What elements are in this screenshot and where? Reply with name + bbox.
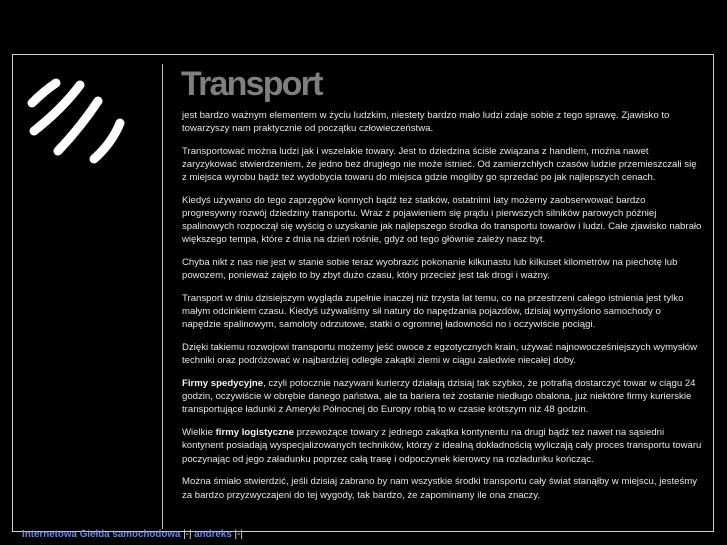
- paragraph-text: Można śmiało stwierdzić, jeśli dzisiaj zabrano by nam wszystkie środki transportu cały świat stanąłby w miejscu, jesteśmy za bardzo przyzwyczajeni do tej wygody, tak bardzo, że zapominamy ile ona znaczy.: [182, 476, 698, 501]
- article-paragraph: [182, 256, 702, 282]
- paragraph-text: Chyba nikt z nas nie jest w stanie sobie teraz wyobrazić pokonanie kilkunastu lub kilkuset kilometrów na piechotę lub powozem, ponieważ zajęło to by zbyt dużo czasu, który przecież jest tak drogi i ważny.: [182, 257, 678, 282]
- article-paragraph: [182, 341, 702, 367]
- footer-separator: |-|: [231, 529, 243, 540]
- paragraph-text: przewożące towary z jednego zakątka kontynentu na drugi bądź też nawet na sąsiedni kontynent posiadają wyspecjalizowanych techników, którzy z idealną dokładnością wyliczają cały proces transportu towaru poczynając od jego załadunku poprzez całą trasę i odpoczynek kierowcy na rozładunku kończąc.: [182, 427, 702, 465]
- article-body: [182, 109, 702, 511]
- emphasis-text: Firmy spedycyjne: [182, 378, 264, 390]
- article-paragraph: [182, 426, 702, 465]
- emphasis-text: firmy logistyczne: [215, 427, 294, 439]
- article-paragraph: [182, 145, 702, 184]
- article-paragraph: [182, 475, 702, 501]
- paragraph-text: Transport w dniu dzisiejszym wygląda zupełnie inaczej niż trzysta lat temu, co na przestrzeni całego istnienia jest tylko małym odcinkiem czasu. Kiedyś używaliśmy sił natury do napędzania pojazdów, dzisiaj wymyślono samochody o napędzie spalinowym, samoloty odrzutowe, statki o ogromnej ładowności no i oczywiście pociągi.: [182, 293, 684, 331]
- footer-link-gielda[interactable]: Internetowa Giełda samochodowa: [22, 529, 181, 540]
- article-paragraph: [182, 194, 702, 246]
- page-title: Transport: [181, 65, 322, 103]
- article-paragraph: [182, 377, 702, 416]
- footer-link-andreks[interactable]: andreks: [194, 529, 232, 540]
- paragraph-text: jest bardzo ważnym elementem w życiu ludzkim, niestety bardzo mało ludzi zdaje sobie z tego sprawę. Zjawisko to towarzyszy nam praktycznie od początku człowieczeństwa.: [182, 110, 670, 135]
- article-paragraph: [182, 109, 702, 135]
- paragraph-text: Wielkie: [182, 427, 216, 439]
- paragraph-text: Transportować można ludzi jak i wszelakie towary. Jest to dziedzina ściśle związana z handlem, można nawet zaryzykować stwierdzeniem, że jedno bez drugiego nie może istnieć. Od zamierzchłych czasów ludzie przemieszczali się z miejsca wyrobu bądź też wydobycia towaru do miejsca gdzie mogliby go sprzedać po jak najlepszych cenach.: [182, 145, 697, 184]
- article-paragraph: [182, 292, 702, 331]
- footer-separator: |-|: [180, 529, 195, 540]
- paragraph-text: Kiedyś używano do tego zaprzęgów konnych bądź też statków, ostatnimi laty możemy zaobserwować bardzo progresywny rozwój dziedziny transportu. Wraz z pojawieniem się prądu i pierwszych silników parowych później spalinowych rozpoczął się wyścig o uzyskanie jak najlepszego środka do transportu towarów i ludzi. Całe zjawisko nabrało większego tempa, które z dnia na dzień rośnie, gdyż od tego głównie zależy nasz byt.: [182, 195, 702, 246]
- vertical-divider: [162, 64, 163, 529]
- paragraph-text: , czyli potocznie nazywani kurierzy działają dzisiaj tak szybko, że potrafią dostarczyć towar w ciągu 24 godzin, oczywiście w obrębie danego państwa, ale ta bariera też zostanie niedługo obalona, już niektóre firmy kurierskie transportujące ładunki z Ameryki Północnej do Europy robią to w czasie krótszym niż 48 godzin.: [182, 378, 696, 416]
- logo-stripes-icon: [22, 73, 134, 168]
- paragraph-text: Dzięki takiemu rozwojowi transportu możemy jeść owoce z egzotycznych krain, używać najnowocześniejszych wymysłów techniki oraz podróżować w najbardziej odległe zakątki ziemi w ciągu zaledwie niecałej doby.: [182, 342, 698, 367]
- footer: [22, 528, 243, 542]
